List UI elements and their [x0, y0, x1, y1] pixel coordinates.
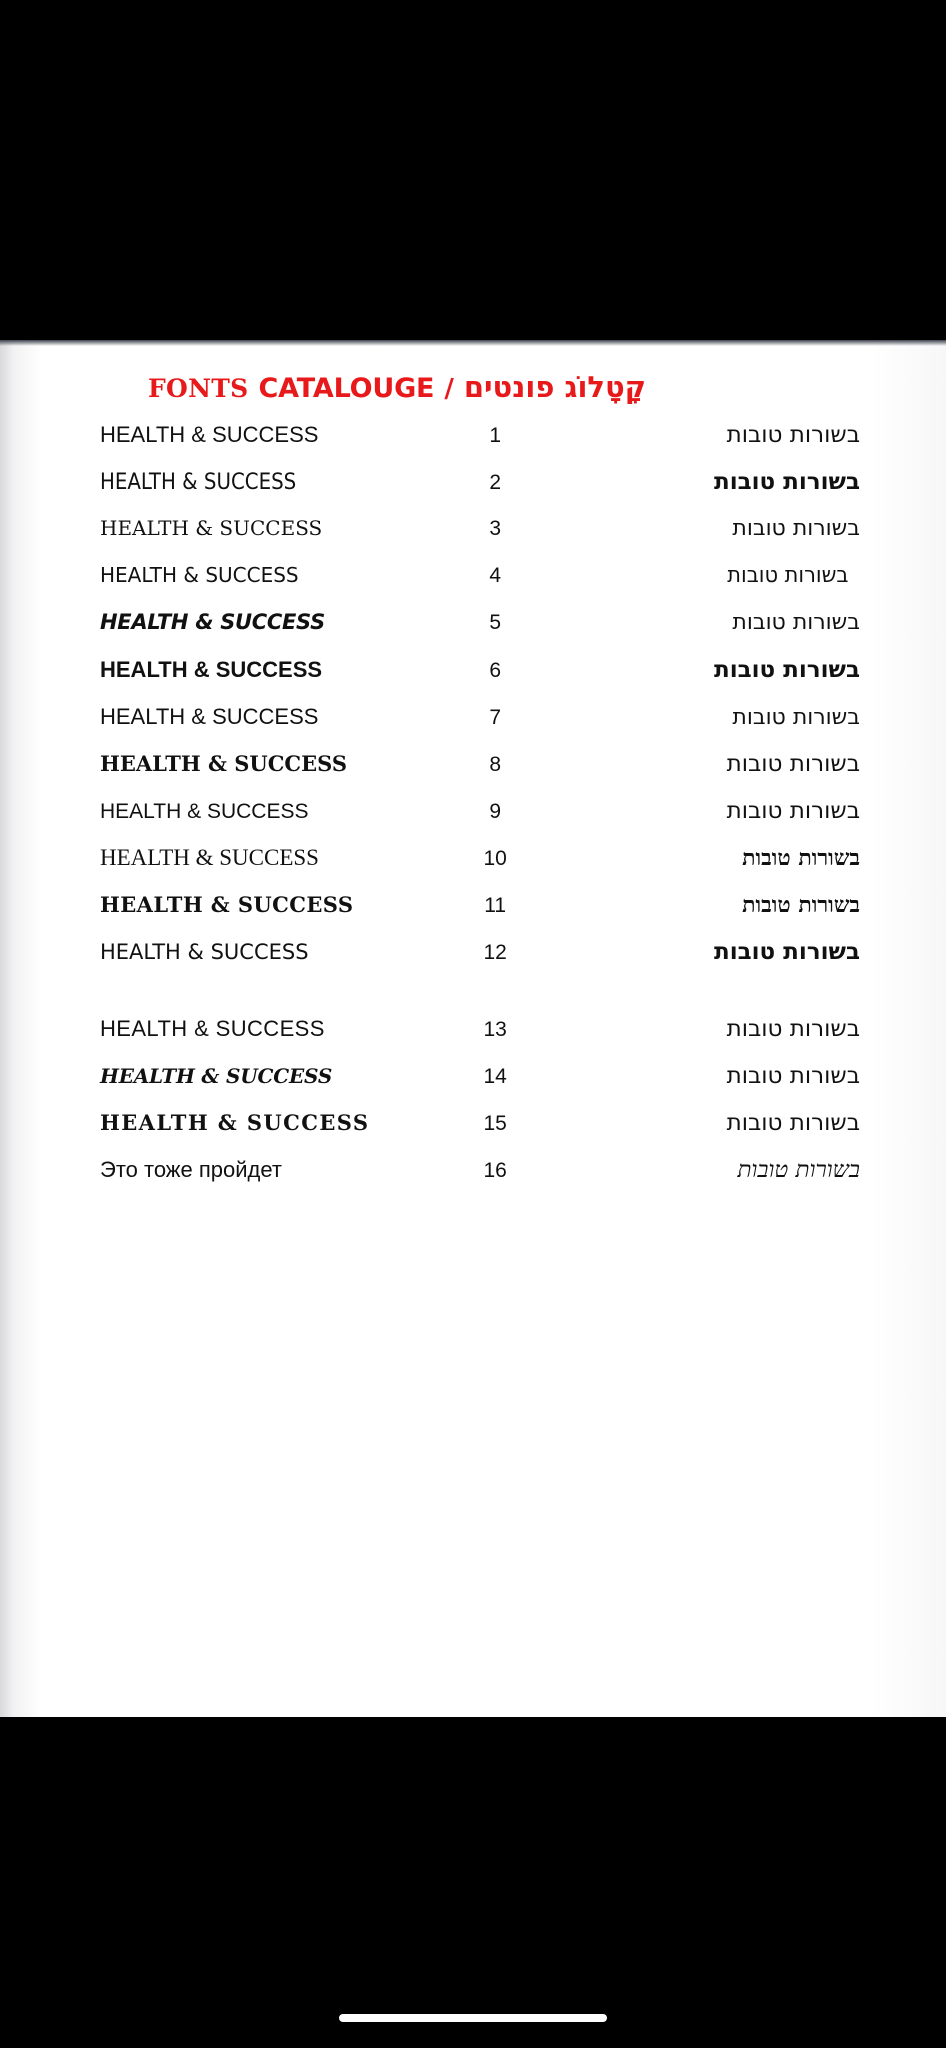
sample-latin-16: Это тоже пройдет [100, 1157, 282, 1182]
sample-number-14: 14 [483, 1065, 507, 1088]
sample-number-10: 10 [483, 847, 507, 870]
sample-hebrew-14: בשורות טובות [726, 1063, 860, 1089]
sample-latin-14: HEALTH & SUCCESS [100, 1064, 333, 1088]
table-row [100, 1016, 860, 1063]
sample-hebrew-10: בשורות טובות [742, 845, 860, 871]
sample-latin-9: HEALTH & SUCCESS [100, 800, 309, 823]
sample-latin-13: HEALTH & SUCCESS [100, 1016, 325, 1041]
sample-hebrew-1: בשורות טובות [726, 422, 860, 448]
table-row [100, 657, 860, 704]
sample-number-6: 6 [489, 659, 502, 682]
sample-hebrew-2: בשורות טובות [714, 469, 860, 495]
table-row [100, 704, 860, 751]
table-row [100, 563, 860, 610]
sample-hebrew-6: בשורות טובות [714, 657, 860, 683]
sample-number-7: 7 [489, 706, 502, 729]
table-row [100, 469, 860, 516]
sample-hebrew-8: בשורות טובות [726, 751, 860, 777]
title-hebrew: קָטָלוֹג פונטים [463, 370, 647, 404]
sample-hebrew-15: בשורות טובות [726, 1110, 860, 1136]
table-row [100, 892, 860, 939]
table-row [100, 1157, 860, 1204]
table-row [100, 1110, 860, 1157]
sample-number-3: 3 [489, 517, 502, 540]
title-separator: / [444, 374, 454, 404]
page-content [100, 370, 860, 1204]
sample-hebrew-9: בשורות טובות [726, 798, 860, 824]
sample-latin-1: HEALTH & SUCCESS [100, 422, 319, 447]
sample-hebrew-13: בשורות טובות [726, 1016, 860, 1042]
table-row [100, 516, 860, 563]
sample-latin-7: HEALTH & SUCCESS [100, 704, 319, 729]
sample-number-13: 13 [483, 1018, 507, 1041]
sample-latin-12: HEALTH & SUCCESS [100, 940, 309, 964]
sample-number-1: 1 [489, 424, 502, 447]
sample-number-12: 12 [483, 941, 507, 964]
sample-latin-4: HEALTH & SUCCESS [100, 563, 299, 587]
table-spacer-row [100, 986, 860, 1016]
sample-latin-11: HEALTH & SUCCESS [100, 892, 354, 917]
page-title [148, 370, 860, 404]
sample-hebrew-5: בשורות טובות [732, 610, 860, 635]
table-row [100, 1063, 860, 1110]
sample-latin-8: HEALTH & SUCCESS [100, 751, 348, 776]
table-row [100, 422, 860, 469]
sample-number-15: 15 [483, 1112, 507, 1135]
sample-hebrew-7: בשורות טובות [732, 705, 860, 730]
sample-number-4: 4 [489, 564, 502, 587]
table-row [100, 939, 860, 986]
sample-latin-2: HEALTH & SUCCESS [100, 470, 297, 495]
title-catalouge-word: CATALOUGE [258, 373, 435, 404]
sample-number-8: 8 [489, 753, 502, 776]
sample-latin-10: HEALTH & SUCCESS [100, 845, 319, 870]
sample-latin-3: HEALTH & SUCCESS [100, 516, 323, 540]
table-row [100, 798, 860, 845]
sample-number-11: 11 [484, 894, 507, 917]
sample-number-9: 9 [489, 800, 502, 823]
sample-latin-15: HEALTH & SUCCESS [100, 1110, 370, 1135]
sample-number-16: 16 [483, 1159, 507, 1182]
sample-hebrew-16: בשורות טובות [737, 1157, 860, 1183]
title-fonts-word: FONTS [148, 374, 249, 403]
sample-hebrew-3: בשורות טובות [732, 516, 860, 541]
sample-number-2: 2 [489, 471, 502, 494]
home-indicator[interactable] [339, 2014, 607, 2022]
document-page [0, 340, 946, 1717]
sample-number-5: 5 [489, 611, 502, 634]
table-row [100, 845, 860, 892]
table-row [100, 751, 860, 798]
sample-hebrew-11: בשורות טובות [742, 892, 860, 918]
sample-latin-6: HEALTH & SUCCESS [100, 657, 323, 682]
font-sample-table [100, 422, 860, 1204]
table-row [100, 610, 860, 657]
sample-latin-5: HEALTH & SUCCESS [100, 610, 325, 634]
sample-hebrew-12: בשורות טובות [714, 939, 860, 965]
sample-hebrew-4: בשורות טובות [727, 563, 849, 588]
